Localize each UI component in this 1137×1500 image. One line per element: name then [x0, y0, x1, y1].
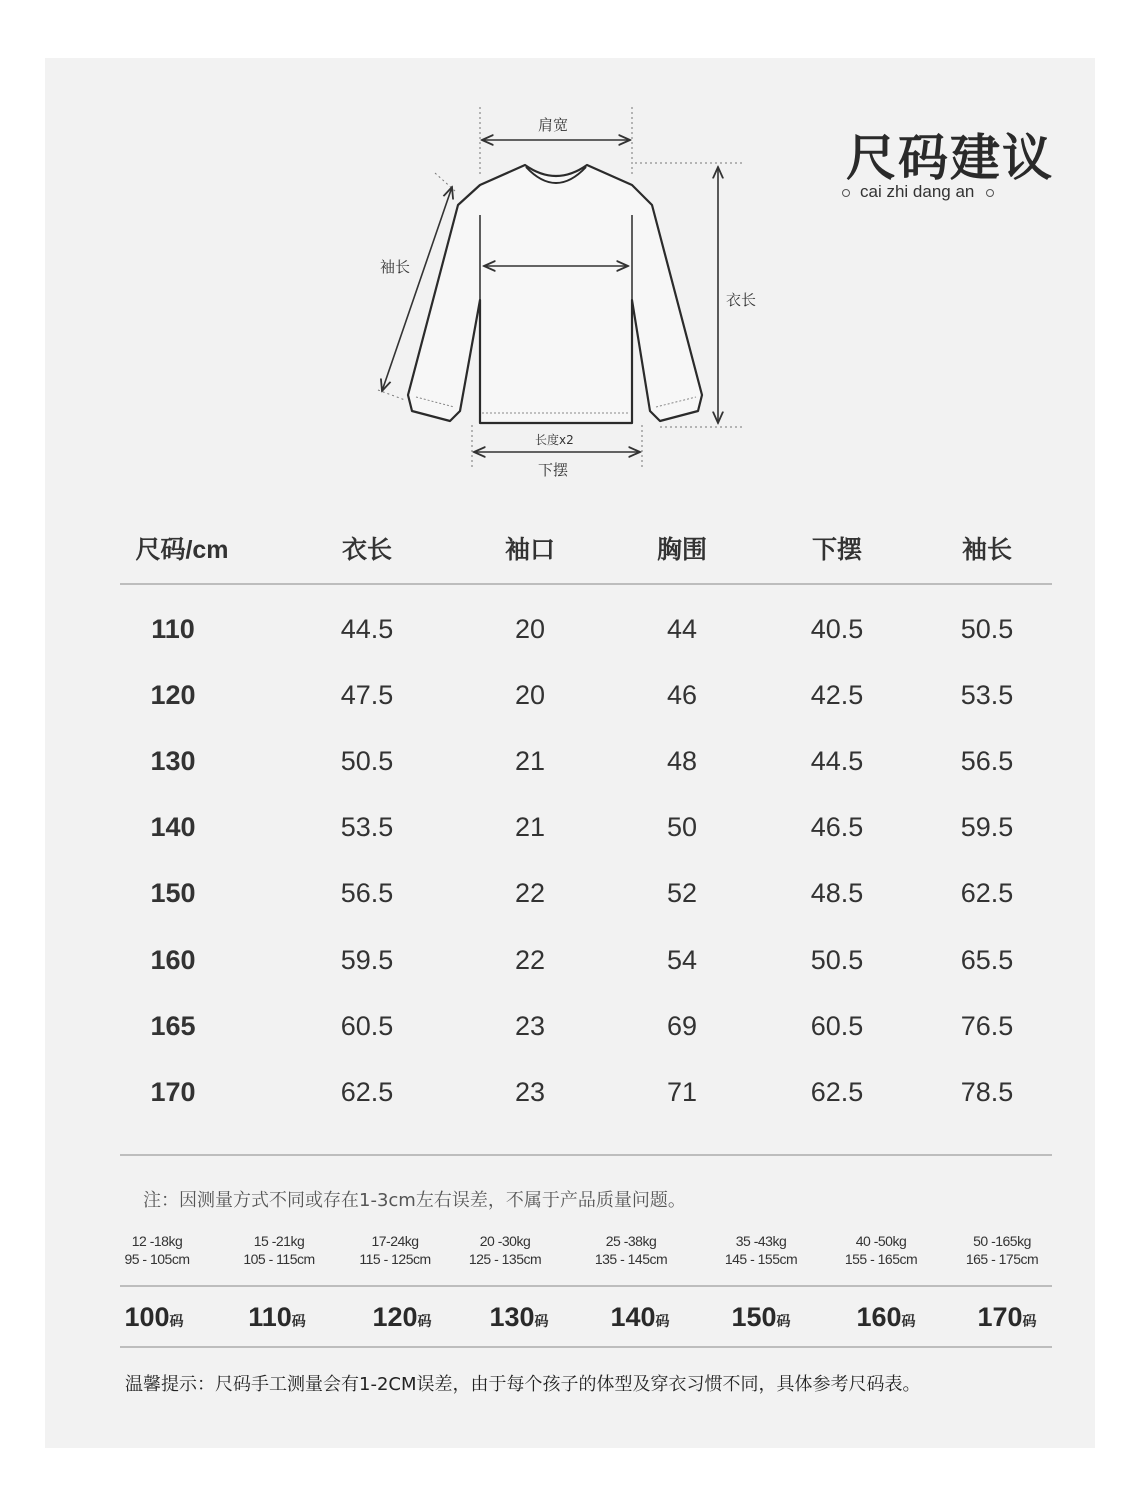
table-row	[120, 680, 1052, 720]
range-cell	[701, 1232, 821, 1268]
table-cell: 140	[150, 812, 196, 842]
header-cuff: 袖口	[504, 536, 555, 564]
table-cell: 110	[151, 614, 195, 644]
table-cell: 62.5	[340, 1077, 394, 1107]
table-cell: 22	[514, 878, 546, 908]
size-code	[580, 1302, 700, 1333]
table-cell: 44.5	[340, 614, 394, 644]
size-code-number: 140	[610, 1302, 656, 1332]
table-cell: 52	[666, 878, 698, 908]
guide-divider	[120, 1346, 1052, 1348]
table-cell: 20	[514, 680, 546, 710]
size-code	[217, 1302, 337, 1333]
table-cell: 50.5	[810, 945, 864, 975]
size-code-number: 120	[372, 1302, 418, 1332]
table-cell: 160	[150, 945, 196, 975]
weight-range: 15 -21kg	[253, 1233, 305, 1249]
range-cell	[821, 1232, 941, 1268]
size-code-number: 100	[124, 1302, 170, 1332]
circle-bullet-icon	[842, 189, 850, 197]
table-cell: 23	[514, 1077, 546, 1107]
table-cell: 120	[150, 680, 196, 710]
size-code	[826, 1302, 946, 1333]
size-code-unit: 码	[291, 1313, 306, 1329]
table-cell: 50	[666, 812, 698, 842]
weight-range: 35 -43kg	[735, 1233, 787, 1249]
height-range: 165 - 175cm	[965, 1251, 1039, 1267]
size-code-unit: 码	[169, 1313, 184, 1329]
table-cell: 76.5	[960, 1011, 1014, 1041]
size-code-number: 170	[977, 1302, 1023, 1332]
table-cell: 65.5	[960, 945, 1014, 975]
weight-range: 20 -30kg	[479, 1233, 531, 1249]
table-row	[120, 1011, 1052, 1051]
header-length: 衣长	[341, 536, 392, 564]
table-cell: 53.5	[340, 812, 394, 842]
table-divider	[120, 1154, 1052, 1156]
shirt-outline-icon	[408, 165, 702, 423]
size-code-number: 130	[489, 1302, 535, 1332]
shoulder-width-label: 肩宽	[538, 116, 569, 134]
table-cell: 56.5	[960, 746, 1014, 776]
height-range: 155 - 165cm	[844, 1251, 918, 1267]
size-code-unit: 码	[776, 1313, 791, 1329]
header-sleeve: 袖长	[961, 536, 1012, 564]
table-cell: 60.5	[810, 1011, 864, 1041]
range-cell	[219, 1232, 339, 1268]
table-row	[120, 812, 1052, 852]
table-cell: 60.5	[340, 1011, 394, 1041]
size-code-unit: 码	[417, 1313, 432, 1329]
range-cell	[571, 1232, 691, 1268]
table-cell: 165	[150, 1011, 196, 1041]
body-length-label: 衣长	[726, 291, 757, 309]
range-cell	[445, 1232, 565, 1268]
height-range: 115 - 125cm	[359, 1251, 431, 1267]
size-code	[94, 1302, 214, 1333]
table-cell: 78.5	[960, 1077, 1014, 1107]
table-cell: 21	[514, 812, 546, 842]
size-code-number: 160	[856, 1302, 902, 1332]
table-cell: 46.5	[810, 812, 864, 842]
table-cell: 42.5	[810, 680, 864, 710]
table-cell: 56.5	[340, 878, 394, 908]
table-cell: 50.5	[340, 746, 394, 776]
table-cell: 20	[514, 614, 546, 644]
size-code	[459, 1302, 579, 1333]
table-cell: 170	[150, 1077, 196, 1107]
height-range: 145 - 155cm	[724, 1251, 798, 1267]
table-cell: 48	[666, 746, 698, 776]
warm-tip: 温馨提示：尺码手工测量会有1-2CM误差，由于每个孩子的体型及穿衣习惯不同，具体参考尺码表。	[125, 1374, 921, 1395]
size-code-number: 150	[731, 1302, 777, 1332]
size-code	[947, 1302, 1067, 1333]
table-row	[120, 614, 1052, 654]
page-subtitle	[842, 182, 994, 202]
table-cell: 44	[666, 614, 698, 644]
circle-bullet-icon	[986, 189, 994, 197]
size-code-unit: 码	[534, 1313, 549, 1329]
range-cell	[942, 1232, 1062, 1268]
guide-divider	[120, 1285, 1052, 1287]
table-cell: 59.5	[960, 812, 1014, 842]
weight-range: 40 -50kg	[855, 1233, 907, 1249]
size-code-unit: 码	[1022, 1313, 1037, 1329]
subtitle-text: cai zhi dang an	[860, 182, 975, 201]
table-cell: 150	[150, 878, 196, 908]
size-table-header	[120, 530, 1052, 570]
table-cell: 62.5	[960, 878, 1014, 908]
table-cell: 46	[666, 680, 698, 710]
weight-range: 17-24kg	[371, 1233, 419, 1249]
size-code-unit: 码	[655, 1313, 670, 1329]
table-cell: 50.5	[960, 614, 1014, 644]
height-range: 105 - 115cm	[243, 1251, 315, 1267]
height-range: 135 - 145cm	[594, 1251, 668, 1267]
table-row	[120, 945, 1052, 985]
table-cell: 48.5	[810, 878, 864, 908]
header-chest: 胸围	[656, 536, 707, 564]
size-code-unit: 码	[901, 1313, 916, 1329]
table-cell: 22	[514, 945, 546, 975]
table-cell: 47.5	[340, 680, 394, 710]
size-code-number: 110	[248, 1302, 292, 1332]
hem-note-label: 长度x2	[535, 433, 574, 447]
header-hem: 下摆	[811, 536, 862, 564]
table-divider	[120, 583, 1052, 585]
table-cell: 23	[514, 1011, 546, 1041]
weight-range: 50 -165kg	[973, 1233, 1031, 1249]
range-cell	[97, 1232, 217, 1268]
table-cell: 71	[666, 1077, 698, 1107]
table-cell: 130	[150, 746, 196, 776]
header-size: 尺码/cm	[135, 536, 229, 564]
table-cell: 59.5	[340, 945, 394, 975]
size-code	[342, 1302, 462, 1333]
table-cell: 21	[514, 746, 546, 776]
measurement-note: 注：因测量方式不同或存在1-3cm左右误差，不属于产品质量问题。	[143, 1190, 686, 1211]
table-cell: 53.5	[960, 680, 1014, 710]
table-cell: 44.5	[810, 746, 864, 776]
height-range: 95 - 105cm	[124, 1251, 190, 1267]
weight-range: 25 -38kg	[605, 1233, 657, 1249]
table-cell: 54	[666, 945, 698, 975]
page-title: 尺码建议	[846, 129, 1054, 187]
table-cell: 40.5	[810, 614, 864, 644]
weight-range: 12 -18kg	[131, 1233, 183, 1249]
height-range: 125 - 135cm	[468, 1251, 542, 1267]
table-cell: 69	[666, 1011, 698, 1041]
table-cell: 62.5	[810, 1077, 864, 1107]
size-code	[701, 1302, 821, 1333]
sleeve-length-label: 袖长	[380, 258, 411, 276]
table-row	[120, 1077, 1052, 1117]
hem-label: 下摆	[538, 461, 569, 479]
table-row	[120, 878, 1052, 918]
range-cell	[335, 1232, 455, 1268]
garment-measurement-diagram	[360, 95, 760, 485]
table-row	[120, 746, 1052, 786]
